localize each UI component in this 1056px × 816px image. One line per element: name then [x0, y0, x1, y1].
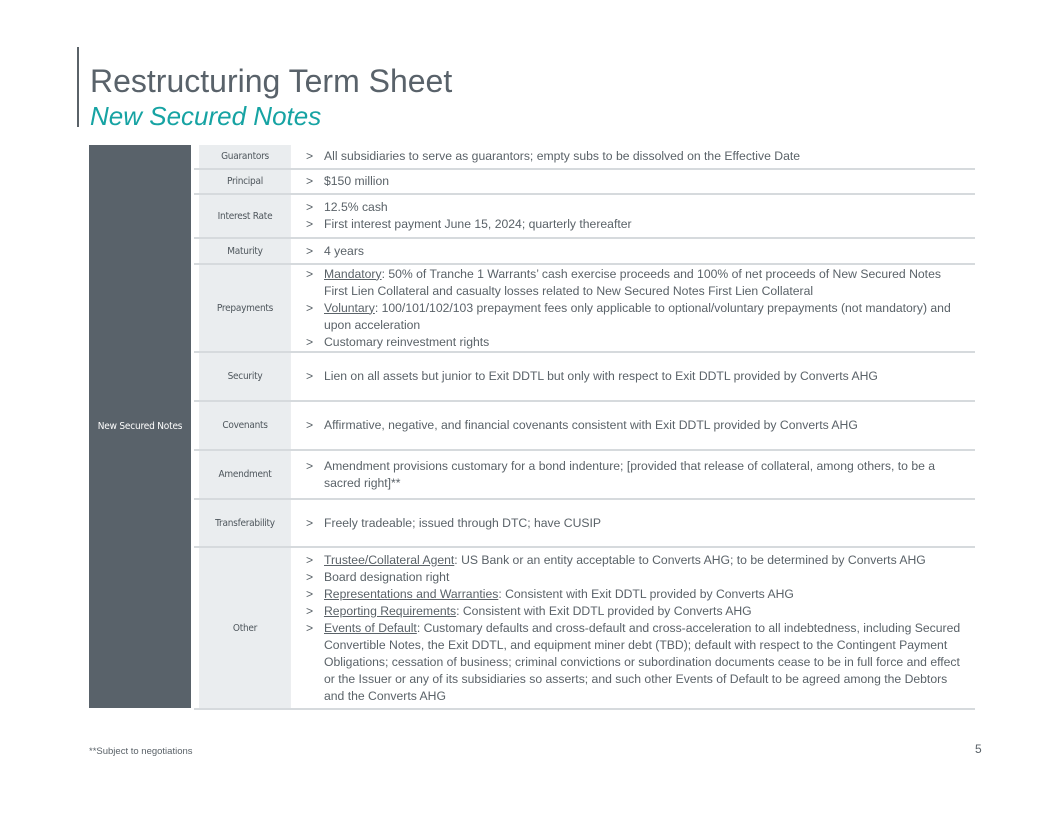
bullet-item: [306, 216, 967, 233]
bullet-arrow-icon: >: [306, 300, 314, 315]
bullet-item: [306, 243, 967, 260]
bullet-arrow-icon: >: [306, 515, 314, 530]
page-title: Restructuring Term Sheet: [90, 63, 453, 99]
bullet-item: [306, 620, 967, 705]
bullet-item: [306, 586, 967, 603]
row-label: Amendment: [199, 451, 291, 498]
row-label: Other: [199, 548, 291, 708]
term-sheet-table: [89, 145, 975, 708]
bullet-item: [306, 266, 967, 300]
row-content: [306, 239, 967, 263]
term-row-prepayments: [194, 265, 975, 353]
bullet-arrow-icon: >: [306, 552, 314, 567]
bullet-arrow-icon: >: [306, 369, 314, 383]
bullet-text: Customary reinvestment rights: [324, 334, 490, 349]
bullet-item: [306, 458, 967, 492]
row-content: [306, 170, 967, 193]
row-label: Transferability: [199, 500, 291, 546]
bullet-term: Reporting Requirements: [324, 603, 457, 618]
bullet-item: [306, 199, 967, 216]
bullet-term: Trustee/Collateral Agent: [324, 552, 455, 567]
bullet-item: [306, 368, 967, 385]
row-label: Guarantors: [199, 145, 291, 168]
row-label: Prepayments: [199, 265, 291, 351]
row-label: Principal: [199, 170, 291, 193]
group-label: New Secured Notes: [97, 421, 183, 432]
bullet-arrow-icon: >: [306, 569, 314, 584]
term-row-amendment: [194, 451, 975, 500]
title-accent-bar: [77, 47, 79, 127]
bullet-arrow-icon: >: [306, 586, 314, 601]
row-content: [306, 145, 967, 168]
bullet-term: Events of Default: [324, 620, 417, 635]
bullet-item: [306, 552, 967, 569]
bullet-term: Representations and Warranties: [324, 586, 499, 601]
row-label: Maturity: [199, 239, 291, 263]
bullet-arrow-icon: >: [306, 418, 314, 432]
row-content: [306, 402, 967, 449]
bullet-text: Freely tradeable; issued through DTC; have CUSIP: [324, 515, 602, 530]
bullet-item: [306, 515, 967, 532]
bullet-text: : 100/101/102/103 prepayment fees only applicable to optional/voluntary prepayments (not mandatory) and upon acceleration: [324, 300, 951, 332]
bullet-arrow-icon: >: [306, 243, 314, 258]
page-number: 5: [975, 742, 982, 756]
bullet-text: : Consistent with Exit DDTL provided by Converts AHG: [498, 586, 794, 601]
bullet-text: Affirmative, negative, and financial covenants consistent with Exit DDTL provided by Converts AHG: [324, 418, 858, 432]
bullet-text: First interest payment June 15, 2024; quarterly thereafter: [324, 217, 632, 231]
row-label: Security: [199, 353, 291, 400]
row-content: [306, 265, 967, 351]
bullet-text: : Consistent with Exit DDTL provided by Converts AHG: [456, 603, 752, 618]
bullet-term: Voluntary: [324, 300, 375, 315]
bullet-item: [306, 417, 967, 434]
bullet-arrow-icon: >: [306, 266, 314, 281]
bullet-term: Mandatory: [324, 266, 382, 281]
bullet-arrow-icon: >: [306, 603, 314, 618]
bullet-text: : 50% of Tranche 1 Warrants’ cash exercise proceeds and 100% of net proceeds of New Secured Notes First Lien Collateral and casualty losses related to New Secured Notes First Lien Collateral: [324, 266, 941, 298]
term-row-other: [194, 548, 975, 710]
bullet-arrow-icon: >: [306, 174, 314, 188]
term-row-interest-rate: [194, 195, 975, 239]
row-content: [306, 195, 967, 237]
bullet-item: [306, 569, 967, 586]
bullet-item: [306, 173, 967, 190]
term-row-maturity: [194, 239, 975, 265]
row-label: Interest Rate: [199, 195, 291, 237]
row-content: [306, 353, 967, 400]
row-content: [306, 548, 967, 708]
bullet-text: Lien on all assets but junior to Exit DDTL but only with respect to Exit DDTL provided by Converts AHG: [324, 369, 878, 383]
term-row-security: [194, 353, 975, 402]
term-row-covenants: [194, 402, 975, 451]
row-content: [306, 451, 967, 498]
term-row-principal: [194, 170, 975, 195]
term-row-guarantors: [194, 145, 975, 170]
bullet-arrow-icon: >: [306, 200, 314, 214]
bullet-arrow-icon: >: [306, 149, 314, 163]
bullet-arrow-icon: >: [306, 217, 314, 231]
bullet-arrow-icon: >: [306, 334, 314, 349]
bullet-arrow-icon: >: [306, 458, 314, 473]
bullet-item: [306, 603, 967, 620]
bullet-item: [306, 300, 967, 334]
bullet-text: : US Bank or an entity acceptable to Converts AHG; to be determined by Converts AHG: [454, 552, 926, 567]
footnote: **Subject to negotiations: [89, 746, 193, 757]
bullet-text: Amendment provisions customary for a bond indenture; [provided that release of collateral, among others, to be a sacred right]**: [324, 458, 936, 490]
bullet-text: Board designation right: [324, 569, 450, 584]
row-label: Covenants: [199, 402, 291, 449]
bullet-text: 4 years: [324, 243, 364, 258]
bullet-text: $150 million: [324, 174, 390, 188]
bullet-item: [306, 334, 967, 351]
page-subtitle: New Secured Notes: [90, 101, 322, 131]
bullet-text: 12.5% cash: [324, 200, 388, 214]
bullet-text: All subsidiaries to serve as guarantors; empty subs to be dissolved on the Effective Date: [324, 149, 801, 163]
row-content: [306, 500, 967, 546]
bullet-item: [306, 148, 967, 165]
group-label-cell: [89, 145, 191, 708]
bullet-arrow-icon: >: [306, 620, 314, 635]
bullet-text: : Customary defaults and cross-default and cross-acceleration to all indebtedness, including Secured Convertible Notes, the Exit DDTL, and equipment miner debt (TBD); default with respect to the Contingent Payment Obligations; cessation of business; criminal convictions or subordination documents cease to be in full force and effect or the Issuer or any of its subsidiaries so asserts; and such other Events of Default to be agreed among the Debtors and the Converts AHG: [324, 620, 961, 703]
term-row-transferability: [194, 500, 975, 548]
